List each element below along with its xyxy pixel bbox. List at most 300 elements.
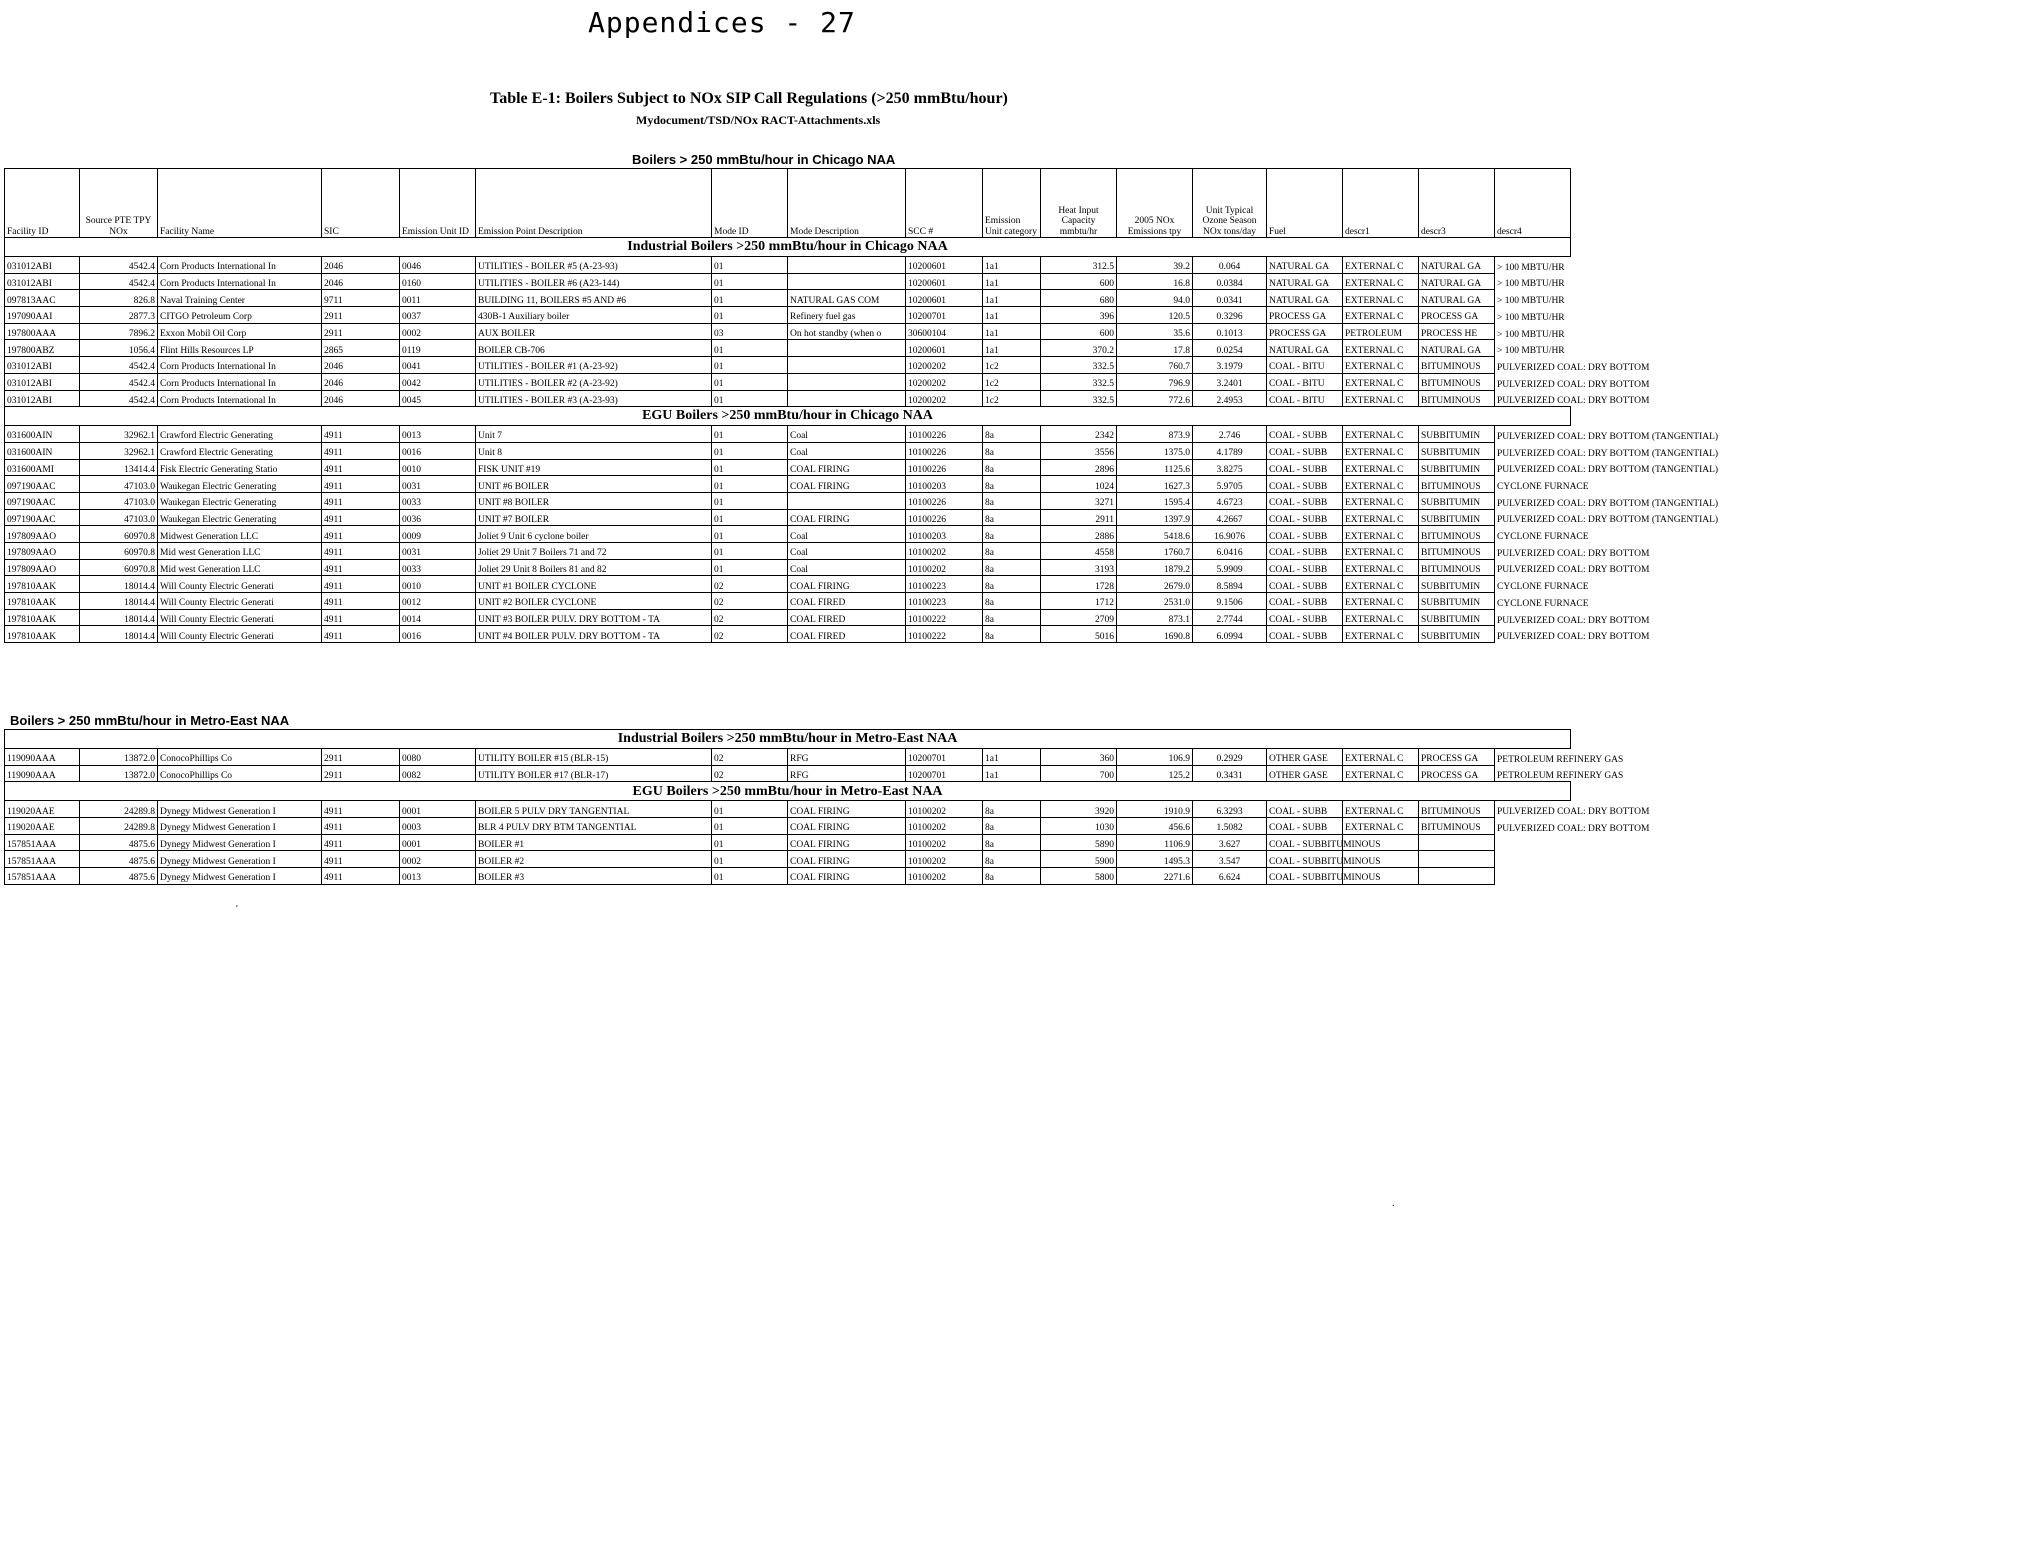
table-cell: UNIT #7 BOILER (476, 509, 712, 526)
table-cell: EXTERNAL C (1343, 307, 1419, 324)
table-cell: 0011 (400, 290, 476, 307)
table-cell: 01 (712, 834, 788, 851)
table-cell: 10100226 (906, 492, 983, 509)
table-row (5, 609, 1571, 626)
table-cell: 5418.6 (1117, 526, 1193, 543)
table-cell: UTILITIES - BOILER #5 (A-23-93) (476, 257, 712, 274)
table-cell: > 100 MBTU/HR (1497, 329, 1565, 340)
table-row (5, 576, 1571, 593)
table-cell: OTHER GASE (1267, 765, 1343, 782)
table-cell: 8a (983, 426, 1041, 443)
table-cell: Coal (788, 559, 906, 576)
table-cell: 360 (1041, 749, 1117, 766)
table-cell (1495, 851, 1571, 868)
table-cell: Dynegy Midwest Generation I (158, 834, 322, 851)
table-cell: Corn Products International In (158, 257, 322, 274)
table-cell: 4.1789 (1193, 442, 1267, 459)
table-cell: COAL FIRED (788, 626, 906, 643)
table-cell: 197800ABZ (5, 340, 80, 357)
table-cell: 4911 (322, 559, 400, 576)
table-cell: PULVERIZED COAL: DRY BOTTOM (TANGENTIAL) (1497, 515, 1719, 526)
table-cell: COAL FIRING (788, 576, 906, 593)
table-cell: PULVERIZED COAL: DRY BOTTOM (1497, 807, 1650, 818)
table-cell: 873.9 (1117, 426, 1193, 443)
table-cell: 4.2667 (1193, 509, 1267, 526)
table-cell: 3.1979 (1193, 357, 1267, 374)
table-cell: 18014.4 (80, 626, 158, 643)
table-row (5, 765, 1571, 782)
table-cell: BITUMINOUS (1419, 526, 1495, 543)
table-cell: PROCESS HE (1419, 323, 1495, 340)
table-row (5, 257, 1571, 274)
table-cell: COAL FIRING (788, 509, 906, 526)
table-cell: Corn Products International In (158, 373, 322, 390)
table-cell: SUBBITUMIN (1419, 593, 1495, 610)
table-cell: On hot standby (when o (788, 323, 906, 340)
table-cell: 119090AAA (5, 749, 80, 766)
table-cell: 4911 (322, 526, 400, 543)
table-cell: SUBBITUMIN (1419, 426, 1495, 443)
table-cell: COAL FIRING (788, 801, 906, 818)
table-cell: PULVERIZED COAL: DRY BOTTOM (1497, 362, 1650, 373)
table-cell: 119020AAE (5, 801, 80, 818)
table-cell: 1a1 (983, 749, 1041, 766)
table-cell: 10100222 (906, 609, 983, 626)
table-cell: 24289.8 (80, 801, 158, 818)
table-cell: PROCESS GA (1419, 307, 1495, 324)
table-cell: 01 (712, 357, 788, 374)
table-row (5, 818, 1571, 835)
table-cell: COAL FIRED (788, 593, 906, 610)
table-cell: 1a1 (983, 257, 1041, 274)
table-cell: 10200701 (906, 749, 983, 766)
table-cell: COAL FIRING (788, 834, 906, 851)
table-cell: COAL - BITU (1267, 390, 1343, 407)
table-cell: CYCLONE FURNACE (1497, 482, 1589, 492)
col-header: Facility ID (5, 169, 80, 238)
table-cell: 0082 (400, 765, 476, 782)
col-header: Emission Unit ID (400, 169, 476, 238)
table-cell: BITUMINOUS (1419, 559, 1495, 576)
table-cell: 32962.1 (80, 426, 158, 443)
table-cell: 13414.4 (80, 459, 158, 476)
table-cell: EXTERNAL C (1343, 543, 1419, 560)
table-cell: Waukegan Electric Generating (158, 476, 322, 493)
table-cell: EXTERNAL C (1343, 626, 1419, 643)
table-cell: 2046 (322, 273, 400, 290)
stray-mark: ' (236, 904, 238, 915)
table-cell: 17.8 (1117, 340, 1193, 357)
table-cell: 3.547 (1193, 851, 1267, 868)
table-cell: 8a (983, 559, 1041, 576)
table-cell: 197090AAI (5, 307, 80, 324)
table-row (5, 476, 1571, 493)
col-header: descr3 (1419, 169, 1495, 238)
table-cell: 031012ABI (5, 357, 80, 374)
table-cell: 680 (1041, 290, 1117, 307)
table-cell: Coal (788, 442, 906, 459)
table-cell: 6.624 (1193, 868, 1267, 885)
table-cell: 5.9909 (1193, 559, 1267, 576)
table-row (5, 559, 1571, 576)
table-cell: Will County Electric Generati (158, 626, 322, 643)
col-header: descr4 (1495, 169, 1571, 238)
table-cell: 097190AAC (5, 476, 80, 493)
table-cell: 1c2 (983, 373, 1041, 390)
table-cell: SUBBITUMIN (1419, 492, 1495, 509)
table-cell: BITUMINOUS (1419, 390, 1495, 407)
table-cell: 9.1506 (1193, 593, 1267, 610)
table-cell: Mid west Generation LLC (158, 559, 322, 576)
table-cell: 2896 (1041, 459, 1117, 476)
table-cell: 0042 (400, 373, 476, 390)
table-cell: 157851AAA (5, 868, 80, 885)
table-cell: Midwest Generation LLC (158, 526, 322, 543)
table-row (5, 390, 1571, 407)
table-cell: PROCESS GA (1267, 307, 1343, 324)
table-cell: 1397.9 (1117, 509, 1193, 526)
table-cell: 1030 (1041, 818, 1117, 835)
table-cell: 47103.0 (80, 509, 158, 526)
table-row (5, 357, 1571, 374)
table-cell: EXTERNAL C (1343, 765, 1419, 782)
table-cell: COAL - SUBB (1267, 426, 1343, 443)
table-cell: 332.5 (1041, 390, 1117, 407)
table-cell: 4911 (322, 426, 400, 443)
table-cell: 031012ABI (5, 273, 80, 290)
chicago-boilers-table (4, 168, 1719, 643)
table-cell: 873.1 (1117, 609, 1193, 626)
table-cell: Dynegy Midwest Generation I (158, 801, 322, 818)
table-cell: PULVERIZED COAL: DRY BOTTOM (1497, 615, 1650, 626)
table-cell: 0.3296 (1193, 307, 1267, 324)
table-cell: 0013 (400, 868, 476, 885)
table-cell (788, 257, 906, 274)
table-subtitle: Mydocument/TSD/NOx RACT-Attachments.xls (636, 113, 881, 127)
section-title-row (5, 730, 1571, 749)
table-cell: 8a (983, 476, 1041, 493)
table-cell: 700 (1041, 765, 1117, 782)
table-cell: BUILDING 11, BOILERS #5 AND #6 (476, 290, 712, 307)
table-cell: 031600AIN (5, 426, 80, 443)
table-cell: EXTERNAL C (1343, 801, 1419, 818)
table-cell: PROCESS GA (1267, 323, 1343, 340)
table-cell: 01 (712, 818, 788, 835)
table-cell: COAL - SUBB (1267, 442, 1343, 459)
table-cell: 01 (712, 559, 788, 576)
table-cell: Mid west Generation LLC (158, 543, 322, 560)
table-cell: 2911 (1041, 509, 1117, 526)
table-cell: 031012ABI (5, 390, 80, 407)
table-cell (1419, 851, 1495, 868)
table-cell: 0001 (400, 834, 476, 851)
table-cell: 60970.8 (80, 559, 158, 576)
table-cell (788, 340, 906, 357)
table-cell: 4911 (322, 626, 400, 643)
table-cell: 5016 (1041, 626, 1117, 643)
table-cell: 0.064 (1193, 257, 1267, 274)
table-cell: 157851AAA (5, 834, 80, 851)
table-cell: 02 (712, 765, 788, 782)
table-cell: 0.0254 (1193, 340, 1267, 357)
table-row (5, 290, 1571, 307)
table-cell: 01 (712, 851, 788, 868)
table-cell: 8a (983, 593, 1041, 610)
table-cell: 8.5894 (1193, 576, 1267, 593)
table-cell: 1.5082 (1193, 818, 1267, 835)
table-cell: EXTERNAL C (1343, 373, 1419, 390)
table-cell: 1728 (1041, 576, 1117, 593)
table-cell: NATURAL GA (1267, 290, 1343, 307)
table-row (5, 323, 1571, 340)
table-cell: 125.2 (1117, 765, 1193, 782)
table-cell: UNIT #4 BOILER PULV. DRY BOTTOM - TA (476, 626, 712, 643)
table-cell: 097813AAC (5, 290, 80, 307)
table-cell: UTILITIES - BOILER #3 (A-23-93) (476, 390, 712, 407)
table-cell: 4911 (322, 818, 400, 835)
table-cell: BITUMINOUS (1419, 373, 1495, 390)
col-header: Unit Typical Ozone Season NOx tons/day (1193, 169, 1267, 238)
table-cell: 02 (712, 593, 788, 610)
table-cell: PROCESS GA (1419, 749, 1495, 766)
table-cell: 4911 (322, 459, 400, 476)
section-title: EGU Boilers >250 mmBtu/hour in Metro-East NAA (5, 782, 1571, 801)
table-row (5, 273, 1571, 290)
table-cell: CITGO Petroleum Corp (158, 307, 322, 324)
table-cell: 0016 (400, 442, 476, 459)
table-cell (1419, 834, 1495, 851)
table-cell: COAL - SUBB (1267, 593, 1343, 610)
table-cell: > 100 MBTU/HR (1497, 262, 1565, 273)
table-cell: 2271.6 (1117, 868, 1193, 885)
table-cell: 5890 (1041, 834, 1117, 851)
table-cell: 2342 (1041, 426, 1117, 443)
table-row (5, 426, 1571, 443)
table-cell: Unit 7 (476, 426, 712, 443)
table-cell: 0046 (400, 257, 476, 274)
table-cell (1495, 834, 1571, 851)
table-title: Table E-1: Boilers Subject to NOx SIP Call Regulations (>250 mmBtu/hour) (490, 90, 1008, 107)
table-cell: PETROLEUM REFINERY GAS (1497, 754, 1624, 765)
col-header: Heat Input Capacity mmbtu/hr (1041, 169, 1117, 238)
table-cell (788, 357, 906, 374)
table-cell: 2877.3 (80, 307, 158, 324)
table-cell: PULVERIZED COAL: DRY BOTTOM (1497, 379, 1650, 390)
table-cell: 1a1 (983, 340, 1041, 357)
table-cell: 8a (983, 868, 1041, 885)
table-cell: 312.5 (1041, 257, 1117, 274)
table-cell: PROCESS GA (1419, 765, 1495, 782)
table-cell: Refinery fuel gas (788, 307, 906, 324)
col-header: Fuel (1267, 169, 1343, 238)
table-cell: 1910.9 (1117, 801, 1193, 818)
table-cell: 10200601 (906, 273, 983, 290)
table-cell: BITUMINOUS (1419, 476, 1495, 493)
table-cell: 10200601 (906, 290, 983, 307)
table-cell: BOILER #1 (476, 834, 712, 851)
table-cell: 4911 (322, 593, 400, 610)
table-cell: BITUMINOUS (1419, 357, 1495, 374)
table-cell: 1106.9 (1117, 834, 1193, 851)
table-cell: 4542.4 (80, 273, 158, 290)
table-cell: 16.9076 (1193, 526, 1267, 543)
table-row (5, 373, 1571, 390)
table-cell: EXTERNAL C (1343, 476, 1419, 493)
table-cell: 4875.6 (80, 834, 158, 851)
table-cell: UTILITIES - BOILER #6 (A23-144) (476, 273, 712, 290)
table-cell: FISK UNIT #19 (476, 459, 712, 476)
table-cell: 94.0 (1117, 290, 1193, 307)
section-title: Industrial Boilers >250 mmBtu/hour in Metro-East NAA (5, 730, 1571, 749)
table-cell: 0009 (400, 526, 476, 543)
table-cell: COAL - SUBB (1267, 609, 1343, 626)
table-cell: 370.2 (1041, 340, 1117, 357)
table-cell: 01 (712, 442, 788, 459)
table-cell: 4542.4 (80, 257, 158, 274)
table-cell: CYCLONE FURNACE (1497, 598, 1589, 609)
table-cell: NATURAL GA (1267, 257, 1343, 274)
table-cell: COAL - SUBBITUMINOUS (1267, 851, 1343, 868)
table-cell: 2046 (322, 373, 400, 390)
table-cell: EXTERNAL C (1343, 290, 1419, 307)
table-cell: 01 (712, 290, 788, 307)
table-cell: 4542.4 (80, 357, 158, 374)
table-cell: COAL - SUBB (1267, 543, 1343, 560)
table-cell: NATURAL GA (1267, 273, 1343, 290)
table-cell: Joliet 9 Unit 6 cyclone boiler (476, 526, 712, 543)
table-cell: 2.7744 (1193, 609, 1267, 626)
table-cell: 4911 (322, 543, 400, 560)
col-header: SCC # (906, 169, 983, 238)
table-cell: 2046 (322, 257, 400, 274)
table-cell: 0.3431 (1193, 765, 1267, 782)
table-cell: 0031 (400, 476, 476, 493)
table-cell: COAL FIRING (788, 851, 906, 868)
col-header: Emission Unit category (983, 169, 1041, 238)
table-cell: 6.0994 (1193, 626, 1267, 643)
table-cell: Will County Electric Generati (158, 593, 322, 610)
table-cell: 0045 (400, 390, 476, 407)
table-cell: Will County Electric Generati (158, 609, 322, 626)
table-row (5, 492, 1571, 509)
table-cell: EXTERNAL C (1343, 749, 1419, 766)
table-cell: 197810AAK (5, 593, 80, 610)
table-cell: 197810AAK (5, 576, 80, 593)
table-cell: 10100203 (906, 476, 983, 493)
table-cell: PULVERIZED COAL: DRY BOTTOM (TANGENTIAL) (1497, 465, 1719, 476)
table-cell: Joliet 29 Unit 8 Boilers 81 and 82 (476, 559, 712, 576)
table-cell: 2531.0 (1117, 593, 1193, 610)
section-title-row (5, 782, 1571, 801)
table-cell: 35.6 (1117, 323, 1193, 340)
table-cell: 119020AAE (5, 818, 80, 835)
table-cell: EXTERNAL C (1343, 273, 1419, 290)
table-cell: 0.0384 (1193, 273, 1267, 290)
table-cell: 1690.8 (1117, 626, 1193, 643)
metro-east-boilers-table (4, 729, 1650, 885)
table-cell: 2679.0 (1117, 576, 1193, 593)
table-cell: 4875.6 (80, 868, 158, 885)
table-cell: 1a1 (983, 765, 1041, 782)
table-cell: UTILITIES - BOILER #1 (A-23-92) (476, 357, 712, 374)
table-cell: BITUMINOUS (1419, 801, 1495, 818)
table-cell: 8a (983, 459, 1041, 476)
table-cell: UNIT #8 BOILER (476, 492, 712, 509)
table-cell: EXTERNAL C (1343, 593, 1419, 610)
section-title: EGU Boilers >250 mmBtu/hour in Chicago NAA (5, 407, 1571, 426)
table-header-row (5, 169, 1571, 238)
table-cell: 01 (712, 476, 788, 493)
table-cell: 3193 (1041, 559, 1117, 576)
table-cell: EXTERNAL C (1343, 257, 1419, 274)
table-cell: 332.5 (1041, 357, 1117, 374)
table-cell: 0003 (400, 818, 476, 835)
table-cell: 0.1013 (1193, 323, 1267, 340)
table-cell: COAL - BITU (1267, 357, 1343, 374)
col-header: descr1 (1343, 169, 1419, 238)
table-cell: 13872.0 (80, 749, 158, 766)
col-header: Emission Point Description (476, 169, 712, 238)
table-cell: 02 (712, 749, 788, 766)
table-cell: PULVERIZED COAL: DRY BOTTOM (TANGENTIAL) (1497, 448, 1719, 459)
table-cell: 2865 (322, 340, 400, 357)
col-header: 2005 NOx Emissions tpy (1117, 169, 1193, 238)
table-cell: 8a (983, 834, 1041, 851)
col-header: Mode ID (712, 169, 788, 238)
table-cell: 826.8 (80, 290, 158, 307)
table-row (5, 749, 1571, 766)
table-cell: PULVERIZED COAL: DRY BOTTOM (1497, 548, 1650, 559)
col-header: Facility Name (158, 169, 322, 238)
table-cell: Naval Training Center (158, 290, 322, 307)
table-cell: Joliet 29 Unit 7 Boilers 71 and 72 (476, 543, 712, 560)
table-cell: 0037 (400, 307, 476, 324)
table-cell: Coal (788, 526, 906, 543)
table-cell: EXTERNAL C (1343, 818, 1419, 835)
table-cell: 4911 (322, 801, 400, 818)
table-cell: EXTERNAL C (1343, 459, 1419, 476)
table-cell: 8a (983, 801, 1041, 818)
table-cell: 2911 (322, 307, 400, 324)
table-cell (788, 373, 906, 390)
table-row (5, 543, 1571, 560)
table-cell: 2911 (322, 765, 400, 782)
table-cell: 031012ABI (5, 257, 80, 274)
table-cell: Crawford Electric Generating (158, 426, 322, 443)
table-cell: 5.9705 (1193, 476, 1267, 493)
table-cell: SUBBITUMIN (1419, 609, 1495, 626)
table-cell: 10100202 (906, 818, 983, 835)
table-cell: 197810AAK (5, 609, 80, 626)
table-cell: BITUMINOUS (1419, 543, 1495, 560)
table-cell: 0016 (400, 626, 476, 643)
table-cell: 2709 (1041, 609, 1117, 626)
table-cell: 0001 (400, 801, 476, 818)
table-cell: 10100202 (906, 868, 983, 885)
table-cell: COAL - BITU (1267, 373, 1343, 390)
table-cell: 8a (983, 526, 1041, 543)
table-cell: 1712 (1041, 593, 1117, 610)
table-cell: 10200701 (906, 765, 983, 782)
table-cell: BOILER #2 (476, 851, 712, 868)
table-cell: PETROLEUM (1343, 323, 1419, 340)
table-cell (788, 273, 906, 290)
table-cell: 5800 (1041, 868, 1117, 885)
table-cell: 1056.4 (80, 340, 158, 357)
table-cell: 01 (712, 492, 788, 509)
stray-mark: . (1392, 1198, 1395, 1209)
table-cell: 3556 (1041, 442, 1117, 459)
